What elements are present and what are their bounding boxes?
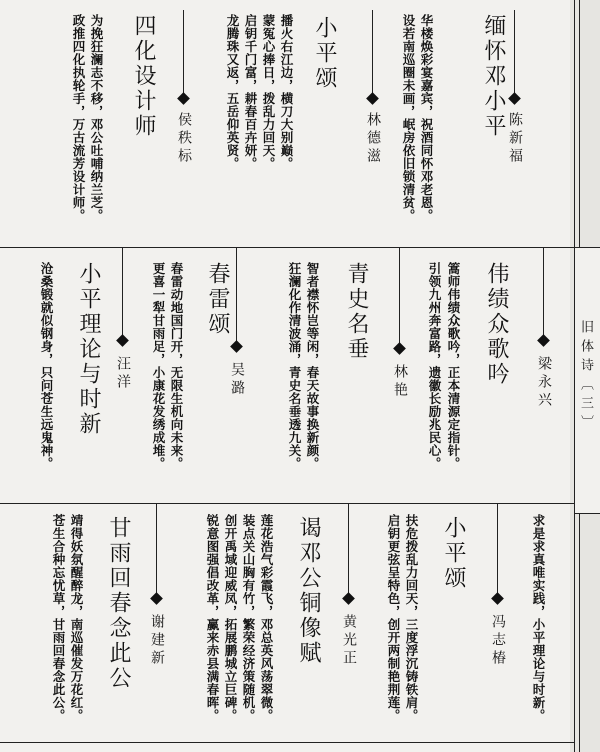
poem-title: 伟绩众歌吟 — [484, 262, 509, 387]
author-diamond — [537, 334, 550, 347]
poem-line: 靖得妖氛醒醉龙，南巡催发万花红。 — [69, 514, 84, 722]
poem-line: 播火右江边，横刀大别巅。 — [279, 14, 294, 170]
row-divider-2 — [0, 503, 574, 504]
poem-title: 缅怀邓小平 — [481, 14, 506, 139]
poem-author: 侯秩标 — [176, 112, 192, 166]
poem-line: 设若南巡圈未画，岷房依旧锁清贫。 — [401, 14, 416, 222]
poem-author: 谢建新 — [149, 614, 165, 668]
poem-title: 小平颂 — [441, 516, 466, 591]
poem-line: 启钥千门富，耕春百卉妍。 — [243, 14, 258, 170]
poem-author: 林德滋 — [365, 112, 381, 166]
author-diamond — [393, 342, 406, 355]
row-divider-1 — [0, 247, 574, 248]
section-title: 旧体诗〔三〕 — [578, 320, 593, 434]
poem-line: 蒙冤心捧日，拨乱力回天。 — [261, 14, 276, 170]
poem-author: 吴潞 — [229, 362, 245, 398]
poem-line: 狂澜化作清波涌，青史名垂透九关。 — [287, 262, 302, 470]
author-tick — [236, 248, 237, 344]
poem-author: 汪洋 — [115, 356, 131, 392]
row-divider-3 — [0, 742, 574, 743]
author-tick — [156, 504, 157, 596]
poem-line: 莲花浩气彩霞飞，邓总英风荡翠微。 — [259, 514, 274, 722]
author-tick — [372, 10, 373, 96]
author-diamond — [116, 334, 129, 347]
author-diamond — [491, 592, 504, 605]
author-tick — [348, 504, 349, 596]
poem-author: 梁永兴 — [536, 356, 552, 410]
author-tick — [399, 248, 400, 346]
poem-line: 篙师伟绩众歌吟，正本清源定指针。 — [446, 262, 461, 470]
poem-title: 小平理论与时新 — [76, 262, 101, 437]
poem-title: 谒邓公铜像赋 — [296, 516, 321, 666]
poem-title: 小平颂 — [312, 16, 337, 91]
author-diamond — [177, 92, 190, 105]
author-tick — [497, 504, 498, 596]
poem-author: 黄光正 — [341, 614, 357, 668]
poem-title: 青史名垂 — [344, 262, 369, 362]
poem-line: 启钥更弦呈特色，创开两制艳荆莲。 — [386, 514, 401, 722]
poem-line: 苍生合种忘忧草，甘雨回春念此公。 — [51, 514, 66, 722]
author-diamond — [366, 92, 379, 105]
poem-line: 智者襟怀岂等闲，春天故事换新颜。 — [305, 262, 320, 470]
author-diamond — [150, 592, 163, 605]
poem-line: 龙腾珠又返，五岳仰英贤。 — [225, 14, 240, 170]
author-tick — [543, 248, 544, 338]
poem-line: 为挽狂澜志不移，邓公吐哺纳兰芝。 — [89, 14, 104, 222]
poem-line: 创开禹域迎威凤，拓展鹏城立巨碑。 — [223, 514, 238, 722]
poem-title: 四化设计师 — [131, 14, 156, 139]
poem-line: 沧桑锻就似钢身，只问苍生远鬼神。 — [39, 262, 54, 470]
poem-author: 林艳 — [392, 364, 408, 400]
author-tick — [183, 10, 184, 96]
poem-line: 引领九州奔富路，遗徽长励兆民心。 — [427, 262, 442, 470]
poem-title: 春雷颂 — [205, 262, 230, 337]
poem-line: 扶危拨乱力回天，三度浮沉铸铁肩。 — [404, 514, 419, 722]
poem-line: 求是求真唯实践，小平理论与时新。 — [531, 514, 546, 722]
author-diamond — [230, 340, 243, 353]
poem-line: 更喜一犁甘雨足，小康花发绣成堆。 — [151, 262, 166, 470]
author-tick — [122, 248, 123, 338]
author-diamond — [508, 92, 521, 105]
poem-title: 甘雨回春念此公 — [106, 516, 131, 691]
author-diamond — [342, 592, 355, 605]
poem-line: 华楼焕彩宴嘉宾，祝酒同怀邓老恩。 — [419, 14, 434, 222]
author-tick — [514, 10, 515, 96]
poem-line: 装点关山胸有竹，繁荣经济策随机。 — [241, 514, 256, 722]
poem-line: 春雷动地国门开，无限生机向未来。 — [169, 262, 184, 470]
poem-author: 冯志椿 — [490, 614, 506, 668]
poem-line: 政推四化执轮手，万古流芳设计师。 — [71, 14, 86, 222]
poem-author: 陈新福 — [507, 112, 523, 166]
poem-line: 锐意图强倡改革，赢来赤县满春晖。 — [205, 514, 220, 722]
